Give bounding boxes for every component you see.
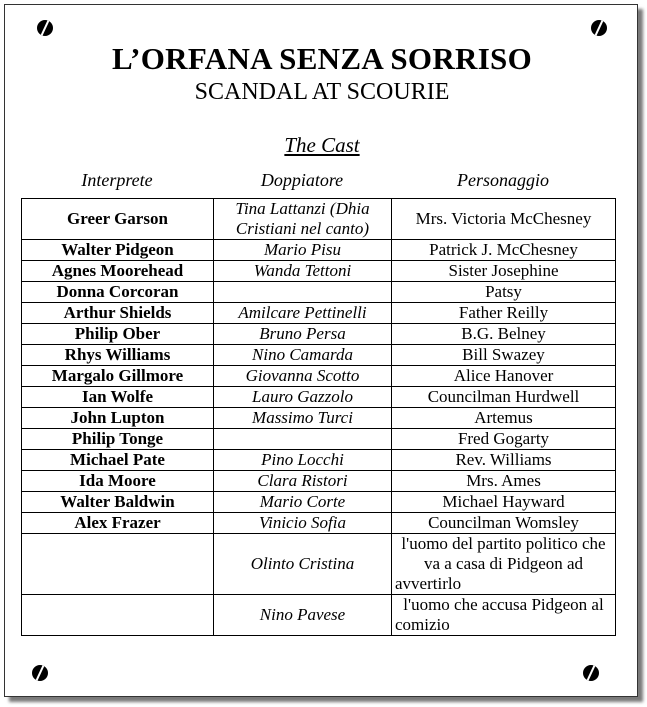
dubber-cell: Tina Lattanzi (Dhia Cristiani nel canto) xyxy=(214,199,392,240)
actor-cell: Ian Wolfe xyxy=(22,387,214,408)
character-cell: Father Reilly xyxy=(392,303,616,324)
character-cell: Councilman Hurdwell xyxy=(392,387,616,408)
cast-table xyxy=(21,198,616,636)
character-cell: Fred Gogarty xyxy=(392,429,616,450)
table-row xyxy=(22,408,616,429)
dubber-cell: Bruno Persa xyxy=(214,324,392,345)
character-cell: Sister Josephine xyxy=(392,261,616,282)
dubber-cell: Clara Ristori xyxy=(214,471,392,492)
table-row xyxy=(22,282,616,303)
table-row xyxy=(22,595,616,636)
character-cell: Mrs. Victoria McChesney xyxy=(392,199,616,240)
screw-top-left-icon xyxy=(37,20,53,36)
character-cell: Patsy xyxy=(392,282,616,303)
dubber-cell: Nino Pavese xyxy=(214,595,392,636)
actor-cell xyxy=(22,595,214,636)
actor-cell: Ida Moore xyxy=(22,471,214,492)
character-cell: Michael Hayward xyxy=(392,492,616,513)
dubber-cell xyxy=(214,429,392,450)
table-row xyxy=(22,345,616,366)
actor-cell: John Lupton xyxy=(22,408,214,429)
table-row xyxy=(22,471,616,492)
actor-cell: Walter Pidgeon xyxy=(22,240,214,261)
dubber-cell: Wanda Tettoni xyxy=(214,261,392,282)
page-subtitle: SCANDAL AT SCOURIE xyxy=(194,79,450,105)
dubber-cell: Amilcare Pettinelli xyxy=(214,303,392,324)
dubber-cell: Olinto Cristina xyxy=(214,534,392,595)
column-header-actor: Interprete xyxy=(81,170,153,190)
dubber-cell: Vinicio Sofia xyxy=(214,513,392,534)
actor-cell: Rhys Williams xyxy=(22,345,214,366)
table-row xyxy=(22,534,616,595)
table-row xyxy=(22,513,616,534)
character-cell: B.G. Belney xyxy=(392,324,616,345)
table-row xyxy=(22,492,616,513)
actor-cell: Alex Frazer xyxy=(22,513,214,534)
screw-top-right-icon xyxy=(591,20,607,36)
cast-plaque xyxy=(4,4,638,697)
table-row xyxy=(22,429,616,450)
dubber-cell: Mario Pisu xyxy=(214,240,392,261)
actor-cell: Donna Corcoran xyxy=(22,282,214,303)
dubber-cell: Giovanna Scotto xyxy=(214,366,392,387)
actor-cell: Philip Tonge xyxy=(22,429,214,450)
actor-cell xyxy=(22,534,214,595)
character-cell: Mrs. Ames xyxy=(392,471,616,492)
character-cell: Alice Hanover xyxy=(392,366,616,387)
dubber-cell: Massimo Turci xyxy=(214,408,392,429)
table-row xyxy=(22,199,616,240)
character-cell: Rev. Williams xyxy=(392,450,616,471)
dubber-cell: Nino Camarda xyxy=(214,345,392,366)
column-header-character: Personaggio xyxy=(457,170,549,190)
dubber-cell: Pino Locchi xyxy=(214,450,392,471)
actor-cell: Agnes Moorehead xyxy=(22,261,214,282)
actor-cell: Walter Baldwin xyxy=(22,492,214,513)
character-cell: Artemus xyxy=(392,408,616,429)
actor-cell: Michael Pate xyxy=(22,450,214,471)
dubber-cell: Lauro Gazzolo xyxy=(214,387,392,408)
character-cell: Patrick J. McChesney xyxy=(392,240,616,261)
actor-cell: Arthur Shields xyxy=(22,303,214,324)
character-cell: Councilman Womsley xyxy=(392,513,616,534)
actor-cell: Greer Garson xyxy=(22,199,214,240)
screw-bottom-right-icon xyxy=(583,665,599,681)
table-row xyxy=(22,303,616,324)
cast-heading: The Cast xyxy=(284,133,360,157)
character-cell: l'uomo del partito politico che va a casa di Pidgeon ad avvertirlo xyxy=(392,534,616,595)
character-cell: l'uomo che accusa Pidgeon al comizio xyxy=(392,595,616,636)
actor-cell: Margalo Gillmore xyxy=(22,366,214,387)
character-cell: Bill Swazey xyxy=(392,345,616,366)
dubber-cell xyxy=(214,282,392,303)
table-row xyxy=(22,450,616,471)
page-title: L’ORFANA SENZA SORRISO xyxy=(111,41,533,76)
table-row xyxy=(22,366,616,387)
table-row xyxy=(22,240,616,261)
dubber-cell: Mario Corte xyxy=(214,492,392,513)
screw-bottom-left-icon xyxy=(32,665,48,681)
column-header-dubber: Doppiatore xyxy=(260,170,344,190)
table-row xyxy=(22,387,616,408)
table-row xyxy=(22,261,616,282)
table-row xyxy=(22,324,616,345)
actor-cell: Philip Ober xyxy=(22,324,214,345)
